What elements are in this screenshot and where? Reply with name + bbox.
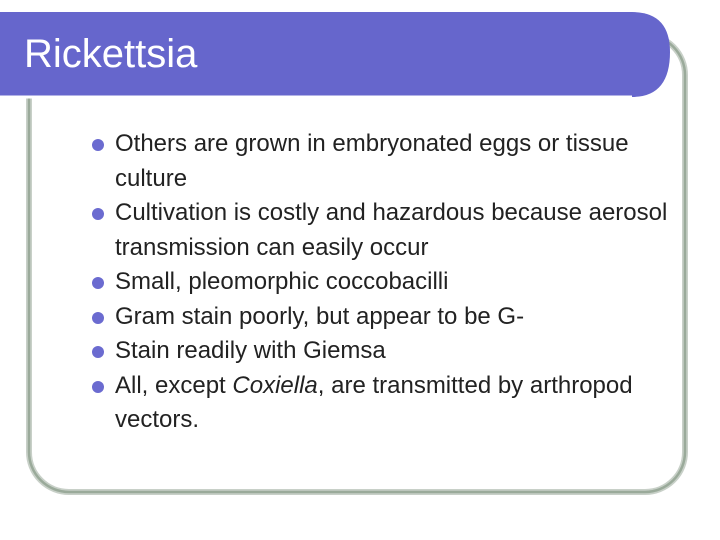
bullet-text-post: , are transmitted by arthropod vectors. [115,371,633,433]
bullet-text: Others are grown in embryonated eggs or tissue culture [115,130,629,192]
bullet-item [92,127,672,196]
bullet-item [92,334,672,369]
bullet-text: Stain readily with Giemsa [115,337,386,364]
bullet-text: Gram stain poorly, but appear to be G- [115,302,525,330]
bullet-item [92,265,672,300]
bullet-dot-icon [92,381,104,393]
bullet-dot-icon [92,208,104,220]
bullet-text-italic: Coxiella [232,371,318,399]
bullet-dot-icon [92,277,104,289]
bullet-text-pre: All, except [115,371,233,399]
bullet-dot-icon [92,312,104,324]
bullet-list [92,127,672,438]
bullet-text: Small, pleomorphic coccobacilli [115,268,449,295]
bullet-text: Cultivation is costly and hazardous because aerosol transmission can easily occur [115,199,668,261]
slide-title: Rickettsia [24,32,198,76]
bullet-item [92,196,672,265]
bullet-dot-icon [92,346,104,358]
bullet-dot-icon [92,139,104,151]
bullet-item [92,300,672,335]
bullet-item [92,369,672,438]
